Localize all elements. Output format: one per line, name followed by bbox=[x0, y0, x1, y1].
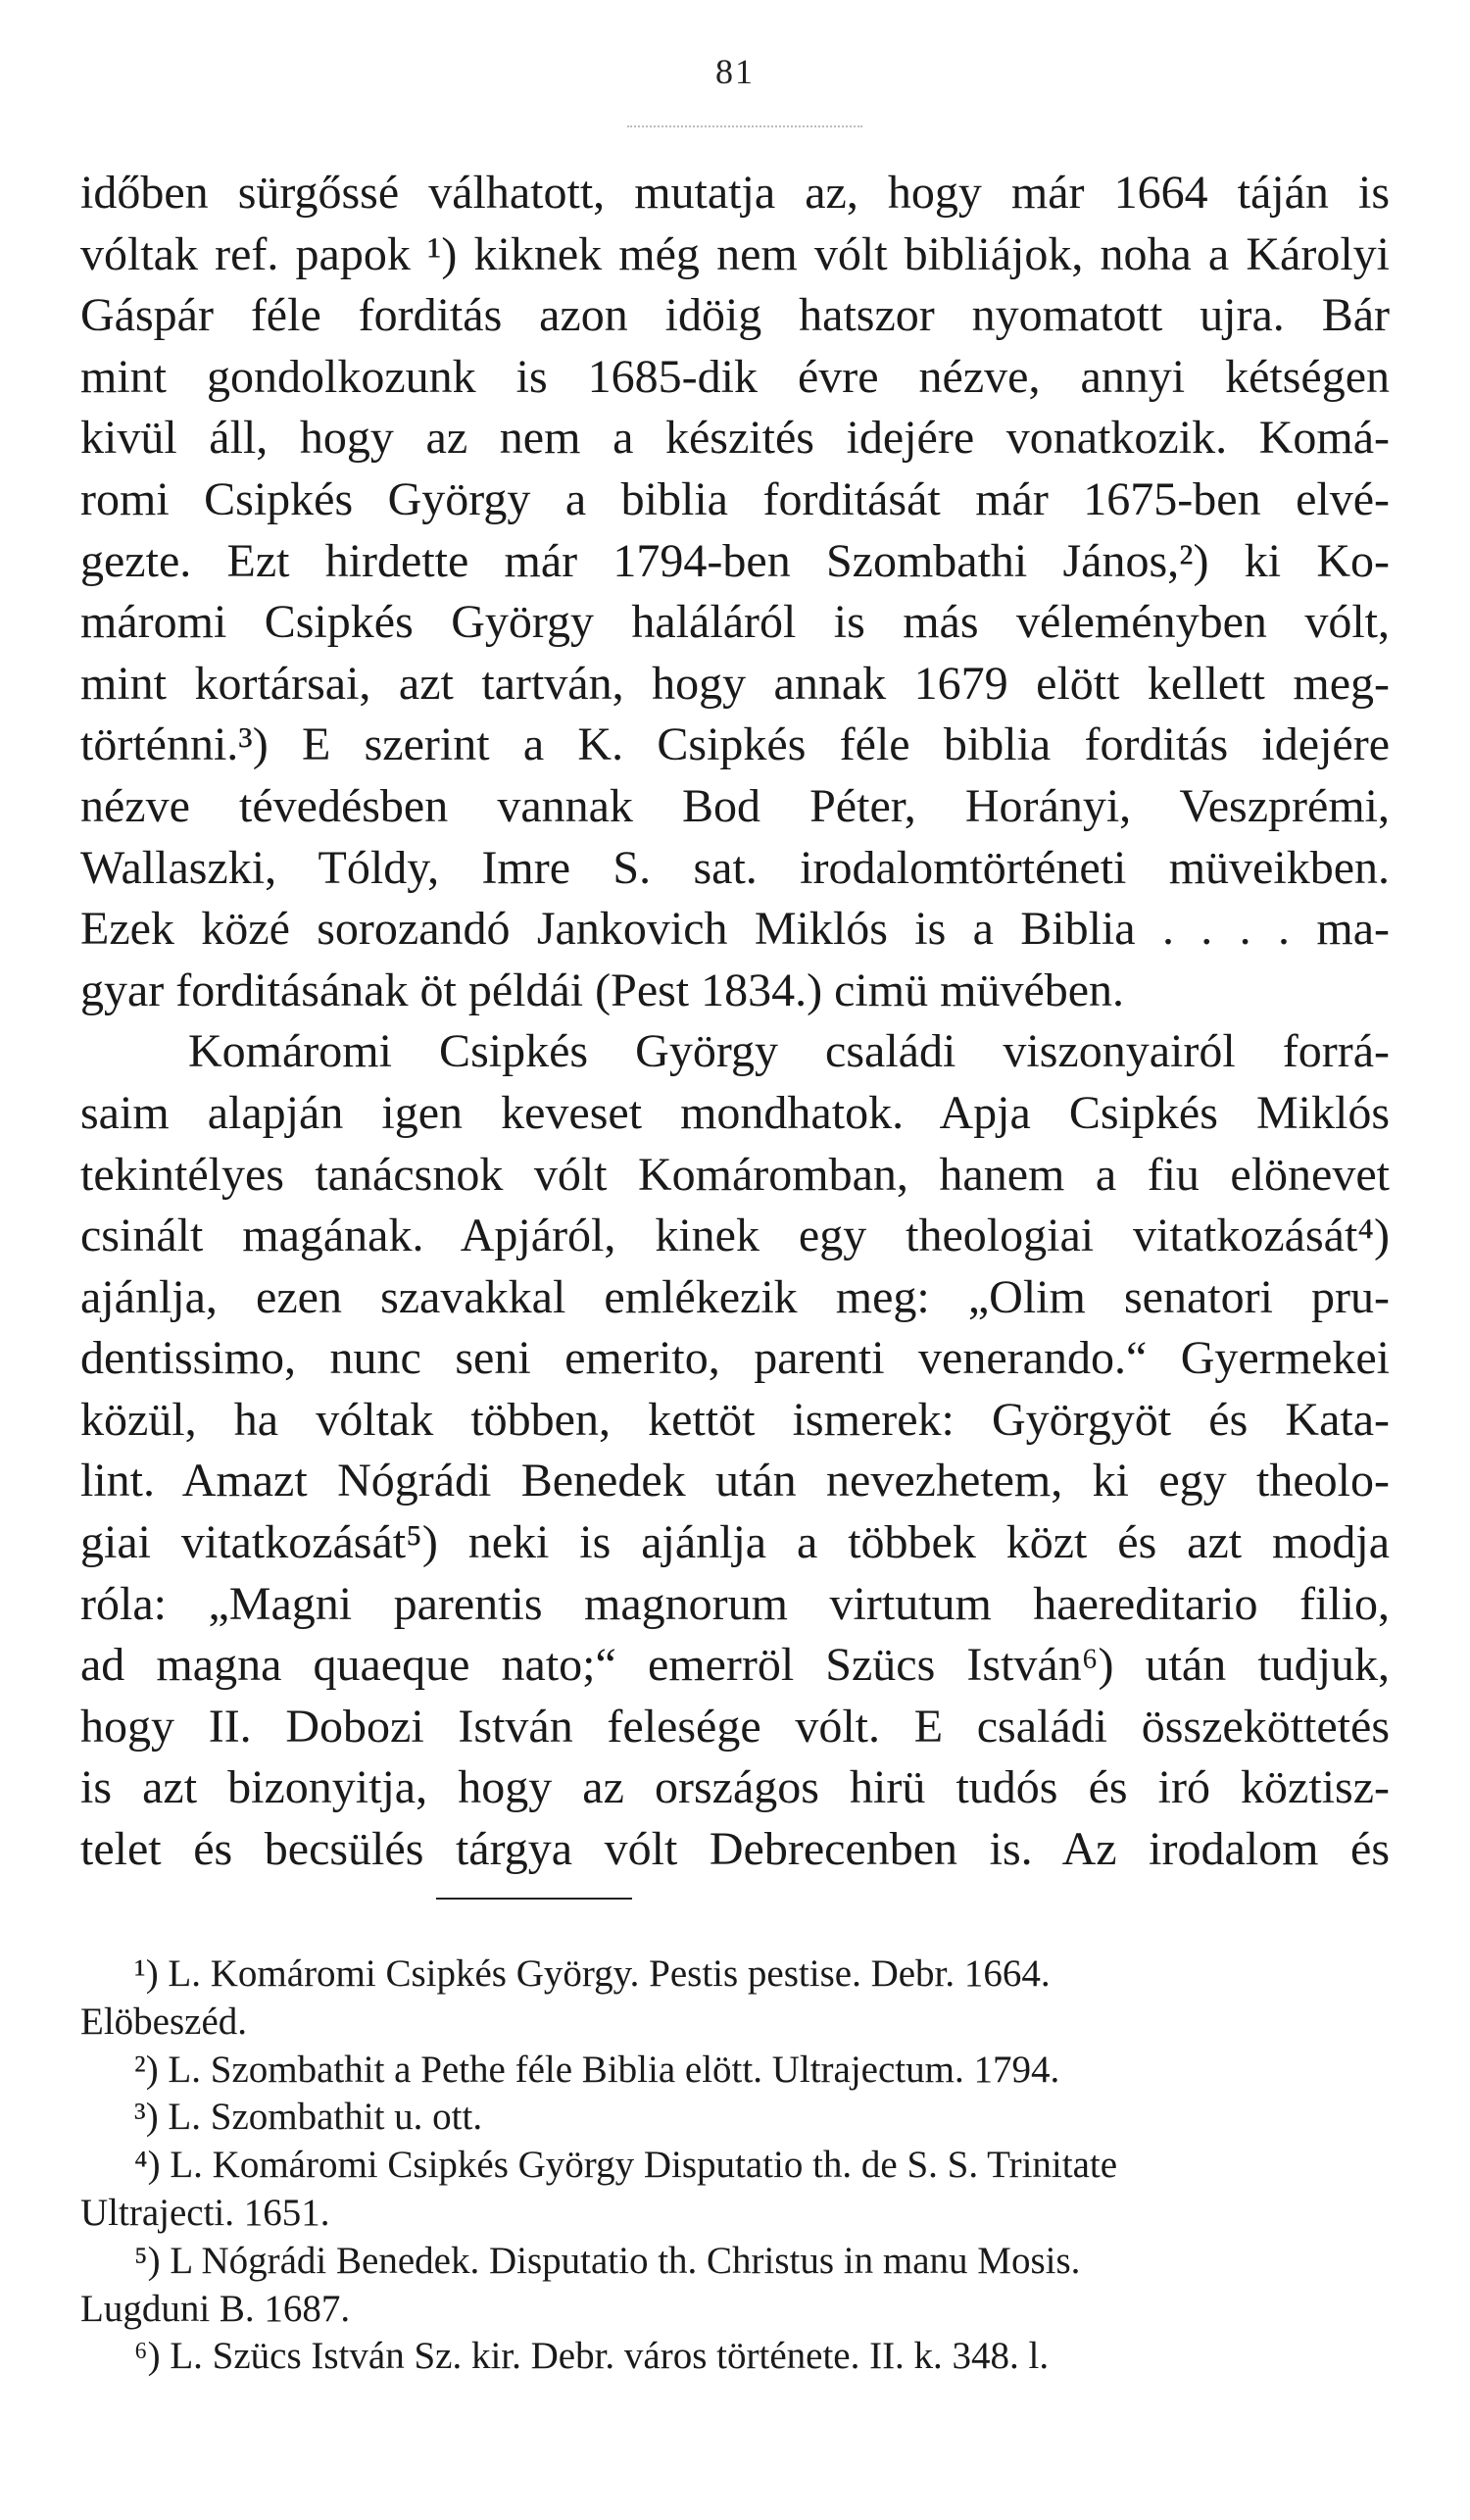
footnote-line: ²) L. Szombathit a Pethe féle Biblia elött. Ultrajectum. 1794. bbox=[134, 2048, 1060, 2091]
text-line: ajánlja, ezen szavakkal emlékezik meg: „Olim senatori pru- bbox=[80, 1270, 1390, 1323]
text-line: Ezek közé sorozandó Jankovich Miklós is a Biblia . . . . ma- bbox=[80, 903, 1390, 956]
text-line: hogy II. Dobozi István felesége vólt. E családi összeköttetés bbox=[80, 1700, 1390, 1753]
text-line: mint gondolkozunk is 1685-dik évre nézve, annyi kétségen bbox=[80, 350, 1390, 403]
footnote-line: Elöbeszéd. bbox=[80, 2000, 248, 2043]
text-line: történni.³) E szerint a K. Csipkés féle biblia forditás idejére bbox=[80, 718, 1390, 771]
footnotes bbox=[80, 1951, 1390, 2381]
text-line: Komáromi Csipkés György családi viszonyairól forrá- bbox=[188, 1025, 1390, 1078]
text-line: Gáspár féle forditás azon idöig hatszor nyomatott ujra. Bár bbox=[80, 289, 1390, 342]
text-line: időben sürgőssé válhatott, mutatja az, hogy már 1664 táján is bbox=[80, 167, 1390, 219]
footnote-line: ¹) L. Komáromi Csipkés György. Pestis pestise. Debr. 1664. bbox=[134, 1952, 1051, 1995]
page-number: 81 bbox=[715, 52, 755, 91]
text-line: telet és becsülés tárgya vólt Debrecenben is. Az irodalom és bbox=[80, 1823, 1390, 1876]
text-line: kivül áll, hogy az nem a készités idejére vonatkozik. Komá- bbox=[80, 412, 1390, 465]
footnote-rule bbox=[436, 1898, 632, 1900]
text-line: róla: „Magni parentis magnorum virtutum haereditario filio, bbox=[80, 1577, 1390, 1630]
text-line: máromi Csipkés György haláláról is más véleményben vólt, bbox=[80, 596, 1390, 649]
text-line: giai vitatkozását⁵) neki is ajánlja a többek közt és azt modja bbox=[80, 1516, 1390, 1569]
text-line: is azt bizonyitja, hogy az országos hirü tudós és iró köztisz- bbox=[80, 1761, 1390, 1814]
text-line: közül, ha vóltak többen, kettöt ismerek: Györgyöt és Kata- bbox=[80, 1393, 1390, 1446]
footnote-line: ⁴) L. Komáromi Csipkés György Disputatio th. de S. S. Trinitate bbox=[134, 2144, 1118, 2187]
body-text bbox=[80, 163, 1390, 1881]
text-line: ad magna quaeque nato;“ emerröl Szücs István⁶) után tudjuk, bbox=[80, 1639, 1390, 1692]
header-rule bbox=[627, 125, 862, 127]
text-line: lint. Amazt Nógrádi Benedek után nevezhetem, ki egy theolo- bbox=[80, 1455, 1390, 1507]
footnote-line: ⁵) L Nógrádi Benedek. Disputatio th. Christus in manu Mosis. bbox=[134, 2239, 1081, 2282]
text-line: saim alapján igen keveset mondhatok. Apja Csipkés Miklós bbox=[80, 1086, 1390, 1139]
text-line: romi Csipkés György a biblia forditását már 1675-ben elvé- bbox=[80, 472, 1390, 525]
footnote-line: Lugduni B. 1687. bbox=[80, 2287, 351, 2330]
footnote-line: ³) L. Szombathit u. ott. bbox=[134, 2096, 483, 2139]
text-line: mint kortársai, azt tartván, hogy annak 1679 elött kellett meg- bbox=[80, 657, 1390, 710]
text-line: csinált magának. Apjáról, kinek egy theologiai vitatkozását⁴) bbox=[80, 1210, 1390, 1262]
text-line: nézve tévedésben vannak Bod Péter, Horányi, Veszprémi, bbox=[80, 779, 1390, 832]
text-line: gezte. Ezt hirdette már 1794-ben Szombathi János,²) ki Ko- bbox=[80, 534, 1390, 587]
text-line: tekintélyes tanácsnok vólt Komáromban, hanem a fiu elönevet bbox=[80, 1148, 1390, 1201]
text-line: vóltak ref. papok ¹) kiknek még nem vólt bibliájok, noha a Károlyi bbox=[80, 227, 1390, 280]
footnote-line: Ultrajecti. 1651. bbox=[80, 2191, 330, 2234]
text-line: Wallaszki, Tóldy, Imre S. sat. irodalomtörténeti müveikben. bbox=[80, 841, 1390, 894]
footnote-line: ⁶) L. Szücs István Sz. kir. Debr. város története. II. k. 348. l. bbox=[134, 2335, 1050, 2378]
text-line: dentissimo, nunc seni emerito, parenti venerando.“ Gyermekei bbox=[80, 1332, 1390, 1385]
text-line: gyar forditásának öt példái (Pest 1834.) cimü müvében. bbox=[80, 964, 1125, 1016]
